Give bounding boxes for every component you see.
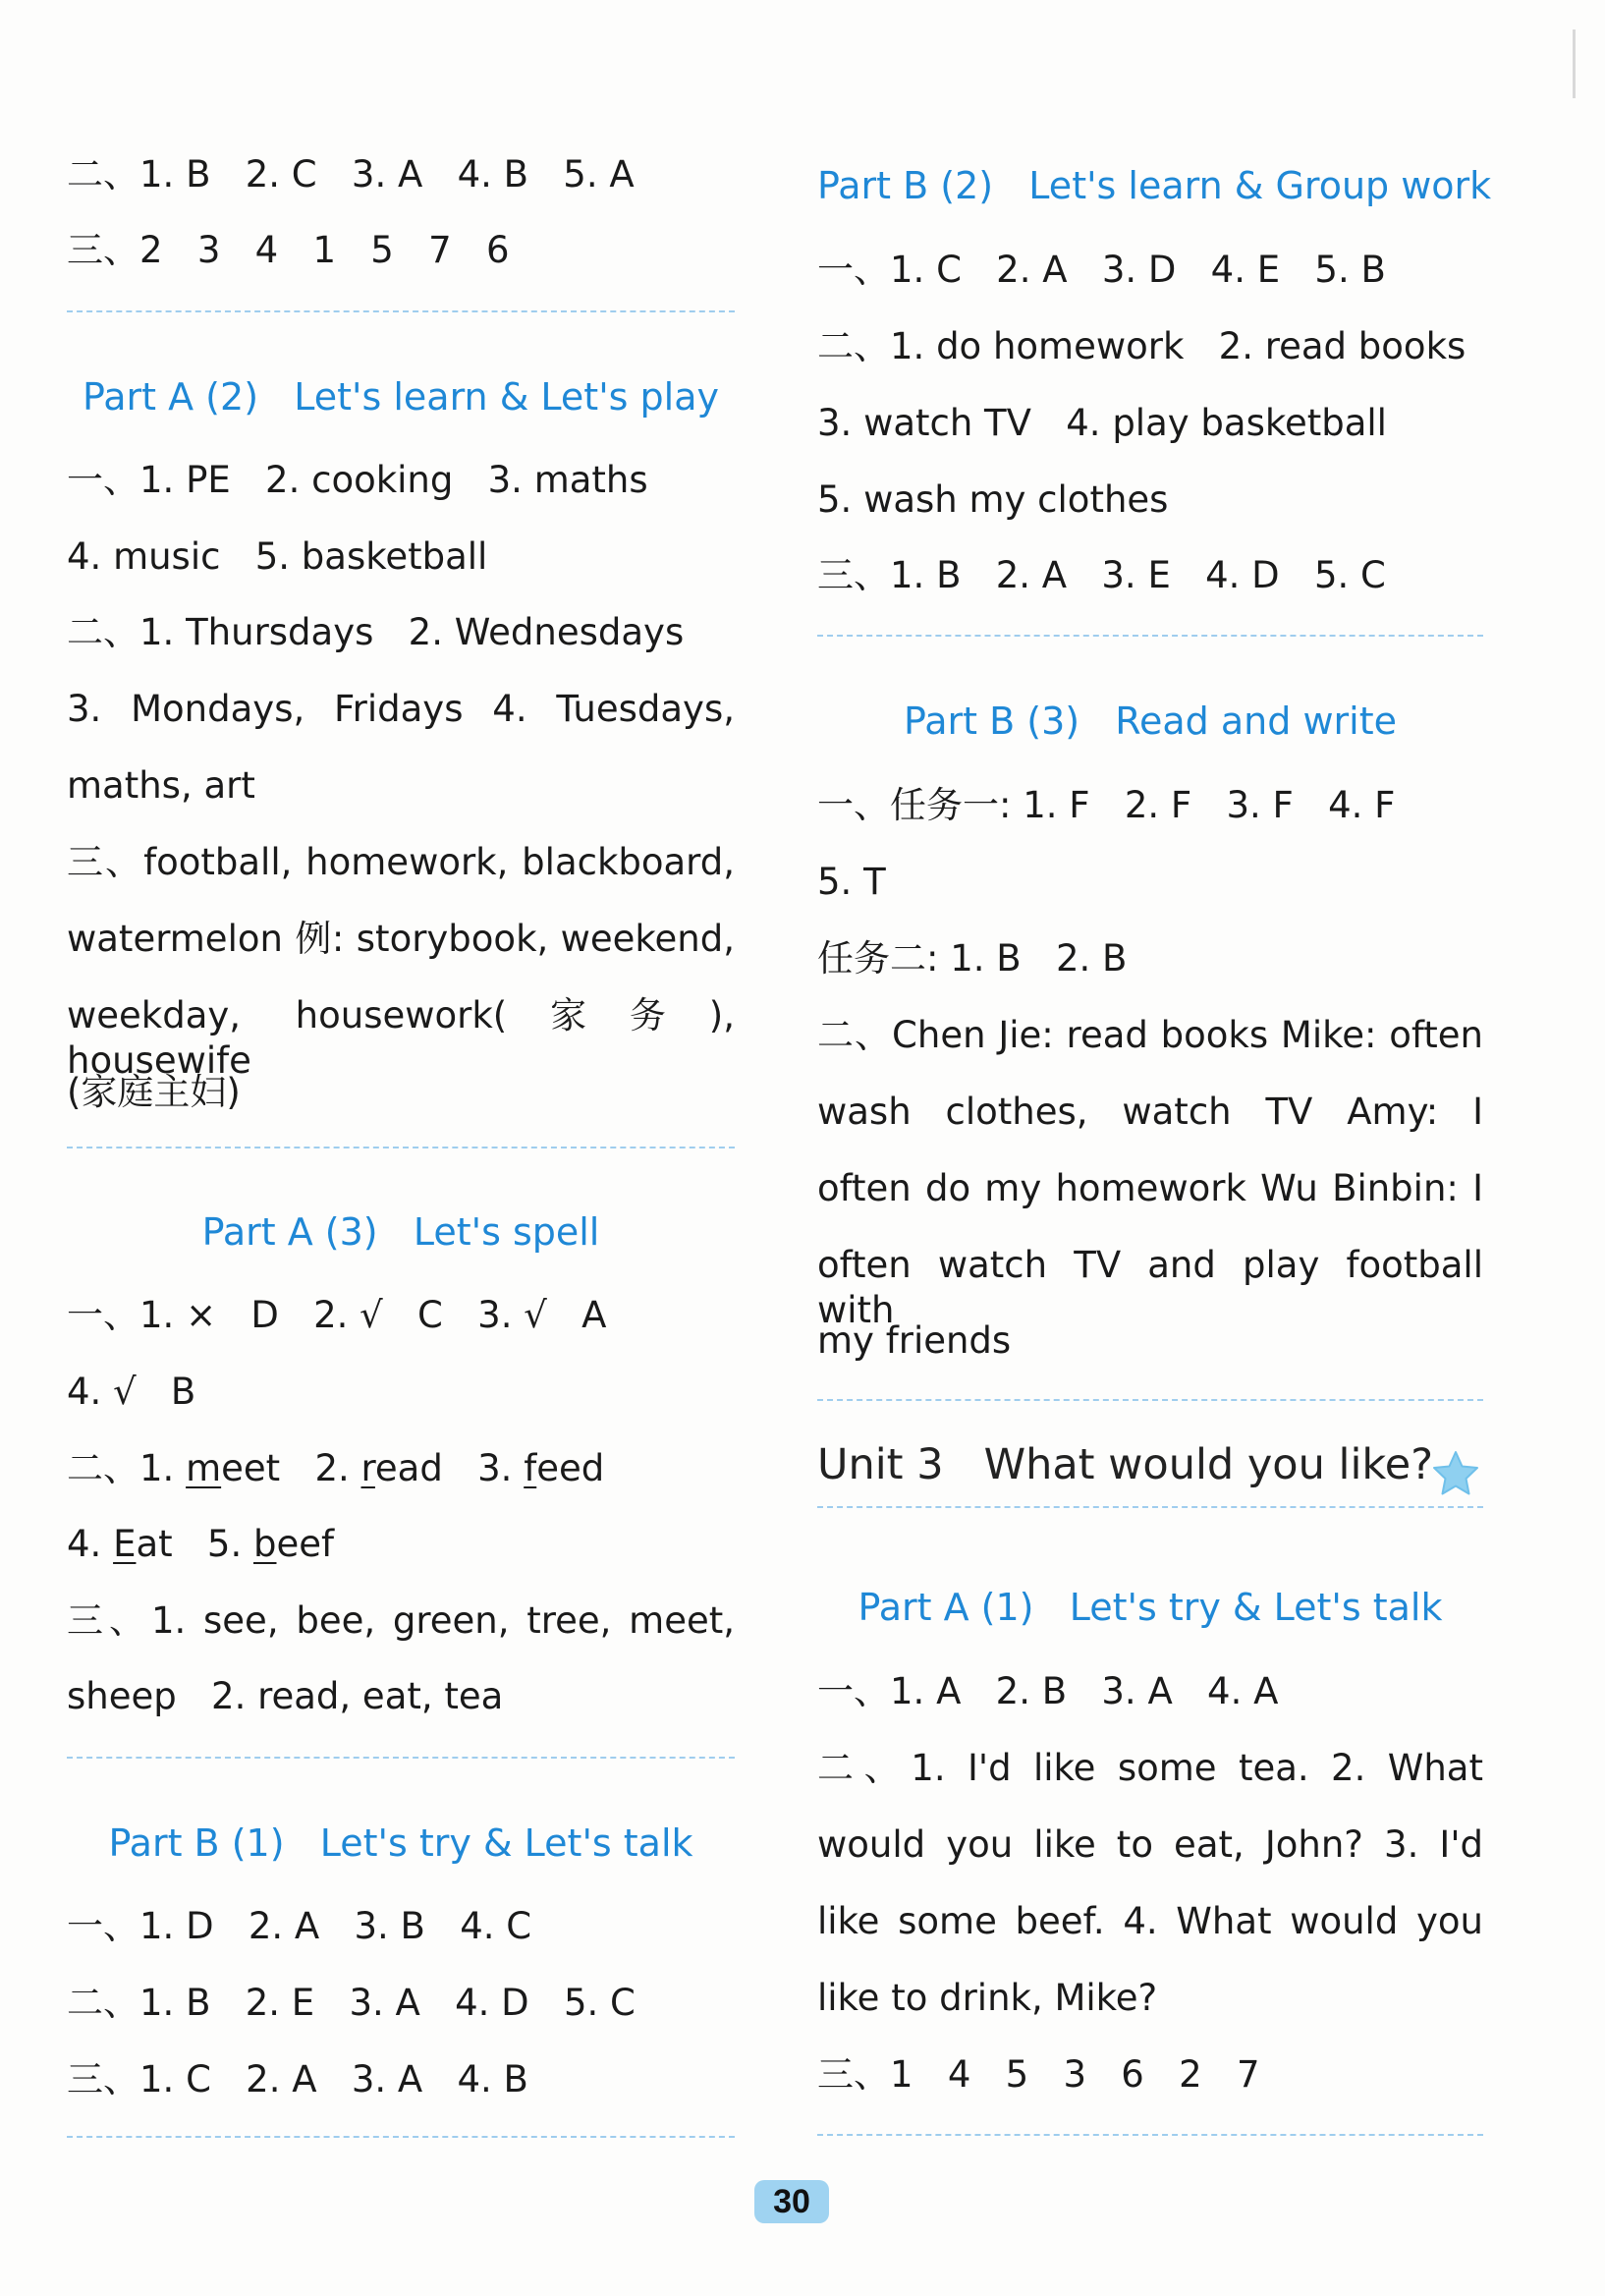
answer-line: 三、2 3 4 1 5 7 6 xyxy=(67,229,510,271)
section-heading: Part B (3) Read and write xyxy=(904,700,1397,743)
separator xyxy=(817,1506,1483,1508)
answer-line: often watch TV and play football with xyxy=(817,1244,1483,1331)
answer-line: 三、1 4 5 3 6 2 7 xyxy=(817,2053,1260,2096)
section-heading: Part B (1) Let's try & Let's talk xyxy=(108,1821,693,1865)
answer-line: 三、1. C 2. A 3. A 4. B xyxy=(67,2058,528,2100)
section-heading: Part B (2) Let's learn & Group work xyxy=(817,164,1492,207)
answer-line: 5. T xyxy=(817,861,886,903)
answer-line: wash clothes, watch TV Amy: I xyxy=(817,1091,1483,1133)
section-heading: Part A (1) Let's try & Let's talk xyxy=(858,1586,1443,1629)
answer-line: 3. Mondays, Fridays 4. Tuesdays, xyxy=(67,688,735,730)
answer-line: 二、1. I'd like some tea. 2. What xyxy=(817,1747,1483,1789)
star-icon xyxy=(1430,1448,1481,1499)
answer-line: 5. wash my clothes xyxy=(817,478,1169,521)
section-heading: Part A (3) Let's spell xyxy=(201,1210,600,1254)
answer-line: 二、1. B 2. C 3. A 4. B 5. A xyxy=(67,153,635,196)
answer-line: watermelon 例: storybook, weekend, xyxy=(67,918,735,960)
answer-line: 一、1. PE 2. cooking 3. maths xyxy=(67,459,648,501)
answer-line: 一、1. A 2. B 3. A 4. A xyxy=(817,1670,1279,1712)
unit-title: Unit 3 What would you like? xyxy=(817,1440,1434,1489)
separator xyxy=(817,2134,1483,2136)
separator xyxy=(67,310,735,312)
section-heading: Part A (2) Let's learn & Let's play xyxy=(83,375,719,419)
answer-line: 二、1. meet 2. read 3. feed xyxy=(67,1447,605,1489)
answer-line: 3. watch TV 4. play basketball xyxy=(817,402,1387,444)
answer-line: 4. √ B xyxy=(67,1371,196,1413)
separator xyxy=(67,1757,735,1759)
answer-line: my friends xyxy=(817,1319,1012,1362)
answer-line: 二、1. B 2. E 3. A 4. D 5. C xyxy=(67,1982,636,2024)
page-edge-mark xyxy=(1573,29,1576,98)
answer-line: weekday, housework(家务), housewife xyxy=(67,994,735,1082)
answer-line: 二、1. do homework 2. read books xyxy=(817,325,1467,367)
answer-line: would you like to eat, John? 3. I'd xyxy=(817,1823,1483,1866)
separator xyxy=(817,1399,1483,1401)
answer-line: 4. Eat 5. beef xyxy=(67,1523,335,1565)
answer-line: 一、1. × D 2. √ C 3. √ A xyxy=(67,1294,607,1336)
answer-line: 一、任务一: 1. F 2. F 3. F 4. F xyxy=(817,784,1396,826)
separator xyxy=(67,2136,735,2138)
separator xyxy=(67,1147,735,1148)
answer-line: sheep 2. read, eat, tea xyxy=(67,1675,504,1717)
answer-line: 三、1. B 2. A 3. E 4. D 5. C xyxy=(817,554,1386,596)
answer-line: like some beef. 4. What would you xyxy=(817,1900,1483,1942)
answer-line: 任务二: 1. B 2. B xyxy=(817,937,1128,980)
answer-line: often do my homework Wu Binbin: I xyxy=(817,1167,1483,1209)
answer-line: (家庭主妇) xyxy=(67,1071,241,1113)
answer-line: like to drink, Mike? xyxy=(817,1977,1158,2019)
answer-line: 二、1. Thursdays 2. Wednesdays xyxy=(67,611,685,653)
answer-line: 一、1. D 2. A 3. B 4. C xyxy=(67,1905,532,1947)
answer-line: 一、1. C 2. A 3. D 4. E 5. B xyxy=(817,249,1386,291)
answer-line: 三、football, homework, blackboard, xyxy=(67,841,735,883)
answer-line: 二、Chen Jie: read books Mike: often xyxy=(817,1014,1483,1056)
answer-line: maths, art xyxy=(67,764,255,807)
separator xyxy=(817,635,1483,637)
answer-line: 4. music 5. basketball xyxy=(67,535,488,578)
page-number: 30 xyxy=(754,2180,829,2223)
answer-line: 三、1. see, bee, green, tree, meet, xyxy=(67,1599,735,1642)
